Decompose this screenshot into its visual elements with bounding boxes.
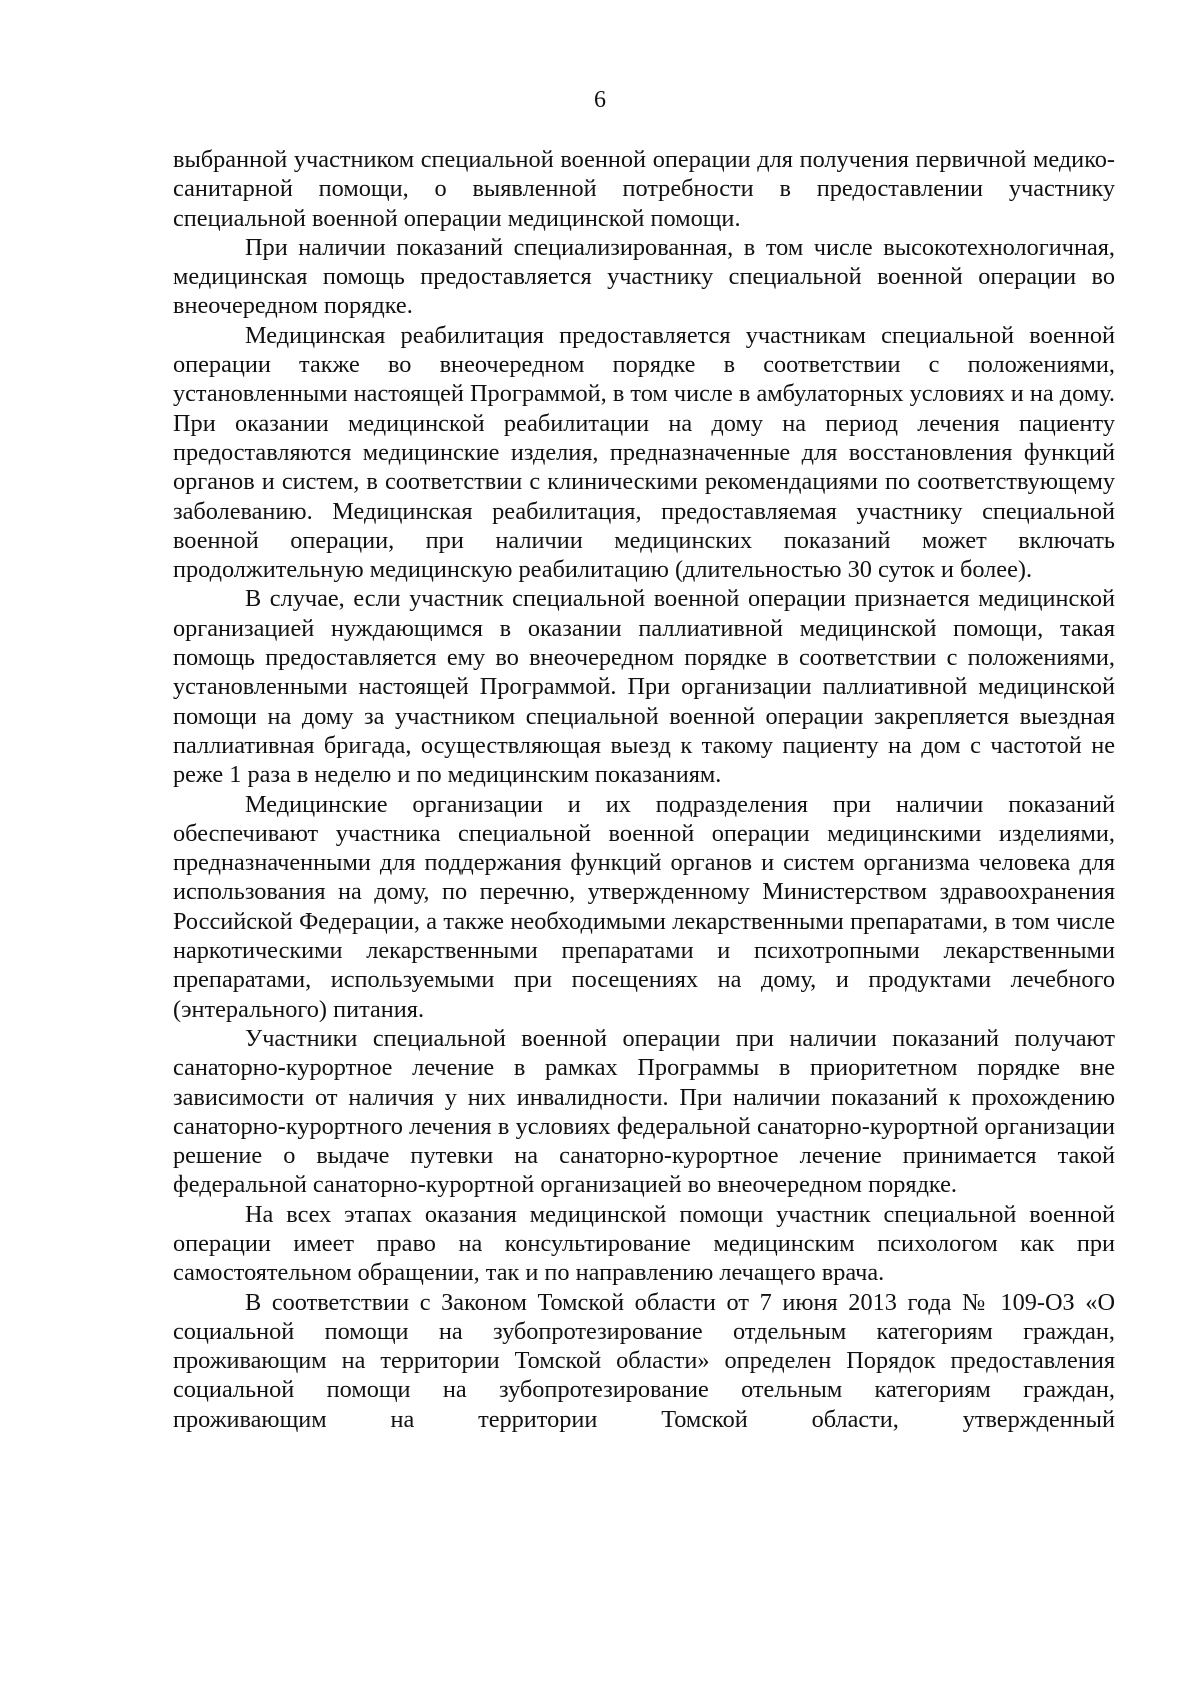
paragraph-medical-rehabilitation: Медицинская реабилитация предоставляется участникам специальной военной операции также во внеочередном порядке в соответствии с положениями, установленными настоящей Программой, в том числе в амбулаторных условиях и на дому. При оказании медицинской реабилитации на дому на период лечения пациенту предоставляются медицинские изделия, предназначенные для восстановления функций органов и систем, в соответствии с клиническими рекомендациями по соответствующему заболеванию. Медицинская реабилитация, предоставляемая участнику специальной военной операции, при наличии медицинских показаний может включать продолжительную медицинскую реабилитацию (длительностью 30 суток и более). (173, 321, 1115, 584)
paragraph-specialized-care: При наличии показаний специализированная, в том числе высокотехнологичная, медицинская помощь предоставляется участнику специальной военной операции во внеочередном порядке. (173, 233, 1115, 320)
paragraph-continuation: выбранной участником специальной военной операции для получения первичной медико-санитарной помощи, о выявленной потребности в предоставлении участнику специальной военной операции медицинской помощи. (173, 146, 1115, 232)
paragraph-palliative-care: В случае, если участник специальной военной операции признается медицинской организацией нуждающимся в оказании паллиативной медицинской помощи, такая помощь предоставляется ему во внеочередном порядке в соответствии с положениями, установленными настоящей Программой. При организации паллиативной медицинской помощи на дому за участником специальной военной операции закрепляется выездная паллиативная бригада, осуществляющая выезд к такому пациенту на дом с частотой не реже 1 раза в неделю и по медицинским показаниям. (173, 585, 1115, 789)
paragraph-sanatorium-treatment: Участники специальной военной операции при наличии показаний получают санаторно-курортное лечение в рамках Программы в приоритетном порядке вне зависимости от наличия у них инвалидности. При наличии показаний к прохождению санаторно-курортного лечения в условиях федеральной санаторно-курортной организации решение о выдаче путевки на санаторно-курортное лечение принимается такой федеральной санаторно-курортной организацией во внеочередном порядке. (173, 1024, 1115, 1199)
document-body (173, 145, 1115, 1434)
page-number: 6 (594, 87, 606, 113)
paragraph-medical-devices: Медицинские организации и их подразделения при наличии показаний обеспечивают участника специальной военной операции медицинскими изделиями, предназначенными для поддержания функций органов и систем организма человека для использования на дому, по перечню, утвержденному Министерством здравоохранения Российской Федерации, а также необходимыми лекарственными препаратами, в том числе наркотическими лекарственными препаратами и психотропными лекарственными препаратами, используемыми при посещениях на дому, и продуктами лечебного (энтерального) питания. (173, 790, 1115, 1023)
paragraph-psychological-consulting: На всех этапах оказания медицинской помощи участник специальной военной операции имеет право на консультирование медицинским психологом как при самостоятельном обращении, так и по направлению лечащего врача. (173, 1200, 1115, 1287)
paragraph-dental-prosthetics: В соответствии с Законом Томской области от 7 июня 2013 года № 109-ОЗ «О социальной помощи на зубопротезирование отдельным категориям граждан, проживающим на территории Томской области» определен Порядок предоставления социальной помощи на зубопротезирование отельным категориям граждан, проживающим на территории Томской области, утвержденный (173, 1288, 1115, 1433)
